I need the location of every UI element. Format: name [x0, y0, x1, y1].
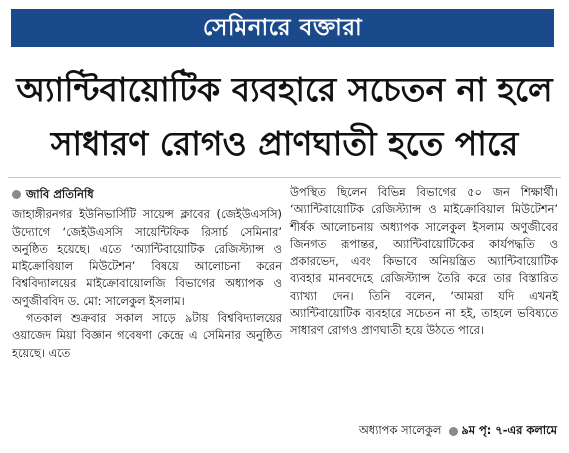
photo-caption: অধ্যাপক সালেকুল [358, 423, 442, 437]
byline-text: জাবি প্রতিনিধি [26, 187, 94, 201]
section-banner [11, 9, 554, 47]
headline-line-2: সাধারণ রোগও প্রাণঘাতী হতে পারে [50, 124, 519, 163]
continued-on: ৯ম পৃ: ৭-এর কলামে [461, 423, 557, 437]
headline-line-1: অ্যান্টিবায়োটিক ব্যবহারে সচেতন না হলে [16, 70, 553, 109]
bullet-icon [12, 190, 21, 199]
bullet-icon [449, 427, 458, 436]
byline [12, 186, 282, 203]
paragraph-3: উপস্থিত ছিলেন বিভিন্ন বিভাগের ৫০ জন শিক্ষার্থী। ‘অ্যান্টিবায়োটিক রেজিস্ট্যান্স ও মাইক্রোবিয়াল মিউটেশন’ শীর্ষক আলোচনায় অধ্যাপক সালেকুল ইসলাম অণুজীবের জিনগত রূপান্তর, অ্যান্টিবায়োটিকের কার্যপদ্ধতি ও প্রকারভেদ, এবং কিভাবে অনিয়ন্ত্রিত অ্যান্টিবায়োটিক ব্যবহার মানবদেহে রেজিস্ট্যান্স তৈরি করে তার বিস্তারিত ব্যাখ্যা দেন। তিনি বলেন, ‘আমরা যদি এখনই অ্যান্টিবায়োটিক ব্যবহারে সচেতন না হই, তাহলে ভবিষ্যতে সাধারণ রোগও প্রাণঘাতী হয়ে উঠতে পারে। [290, 185, 558, 338]
continuation-line [359, 422, 557, 441]
paragraph-1: জাহাঙ্গীরনগর ইউনিভার্সিটি সায়েন্স ক্লাবের (জেইউএসসি) উদ্যোগে ‘জেইউএসসি সায়েন্টিফিক রিসার্চ সেমিনার’ অনুষ্ঠিত হয়েছে। এতে ‘অ্যান্টিবায়োটিক রেজিস্ট্যান্স ও মাইক্রোবিয়াল মিউটেশন’ বিষয়ে আলোচনা করেন বিশ্ববিদ্যালয়ের মাইক্রোবায়োলজি বিভাগের অধ্যাপক ও অণুজীববিদ ড. মো: সালেকুল ইসলাম। [12, 207, 282, 308]
paragraph-2: গতকাল শুক্রবার সকাল সাড়ে ৯টায় বিশ্ববিদ্যালয়ের ওয়াজেদ মিয়া বিজ্ঞান গবেষণা কেন্দ্রে এ সেমিনার অনুষ্ঠিত হয়েছে। এতে [12, 311, 282, 360]
banner-title: সেমিনারে বক্তারা [202, 14, 363, 41]
headline-divider [8, 177, 561, 178]
article-column-2 [290, 184, 558, 340]
article-column-1 [12, 186, 282, 362]
